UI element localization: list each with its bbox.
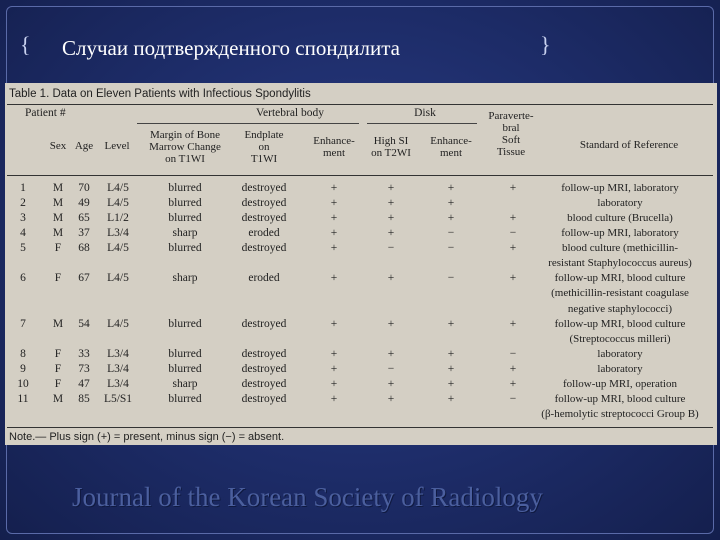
cell-disk-enh: −: [447, 242, 455, 254]
cell-endplate: eroded: [248, 272, 280, 284]
cell-sex: M: [52, 212, 64, 224]
cell-disk-si: −: [387, 363, 395, 375]
header-paravertebral: Paraverte- bral Soft Tissue: [488, 110, 534, 158]
cell-no: 1: [20, 182, 26, 194]
header-standard-reference: Standard of Reference: [579, 139, 679, 151]
cell-age: 70: [78, 182, 90, 194]
cell-margin: sharp: [172, 272, 198, 284]
cell-endplate: destroyed: [241, 363, 287, 375]
cell-age: 68: [78, 242, 90, 254]
cell-soft: +: [509, 272, 517, 284]
cell-disk-enh: −: [447, 227, 455, 239]
cell-age: 73: [78, 363, 90, 375]
cell-no: 4: [20, 227, 26, 239]
cell-no: 9: [20, 363, 26, 375]
cell-reference: [527, 392, 713, 423]
cell-reference: [527, 317, 713, 348]
cell-endplate: destroyed: [241, 378, 287, 390]
reference-line: (β-hemolytic streptococci Group B): [541, 408, 699, 421]
cell-disk-si: +: [387, 272, 395, 284]
cell-reference: [527, 362, 713, 377]
cell-soft: +: [509, 378, 517, 390]
header-endplate: Endplate on T1WI: [244, 129, 284, 165]
reference-line: negative staphylococci): [567, 302, 673, 315]
cell-sex: M: [52, 197, 64, 209]
cell-margin: blurred: [168, 197, 202, 209]
cell-level: L4/5: [107, 318, 129, 330]
cell-no: 3: [20, 212, 26, 224]
cell-disk-enh: +: [447, 182, 455, 194]
cell-soft: −: [509, 227, 517, 239]
cell-level: L4/5: [107, 197, 129, 209]
cell-level: L4/5: [107, 242, 129, 254]
cell-no: 10: [17, 378, 29, 390]
disk-rule: [367, 123, 477, 124]
header-disk: Disk: [414, 107, 436, 119]
cell-sex: M: [52, 182, 64, 194]
cell-margin: blurred: [168, 393, 202, 405]
cell-vb-enh: +: [330, 242, 338, 254]
table-note: Note.— Plus sign (+) = present, minus sign (−) = absent.: [9, 431, 285, 443]
cell-disk-si: +: [387, 378, 395, 390]
header-age: Age: [74, 140, 94, 152]
cell-reference: [527, 211, 713, 226]
cell-disk-si: +: [387, 197, 395, 209]
cell-level: L3/4: [107, 227, 129, 239]
cell-level: L3/4: [107, 378, 129, 390]
cell-level: L3/4: [107, 363, 129, 375]
cell-level: L1/2: [107, 212, 129, 224]
cell-age: 54: [78, 318, 90, 330]
cell-soft: −: [509, 393, 517, 405]
vertebral-rule: [137, 123, 359, 124]
cell-vb-enh: +: [330, 378, 338, 390]
reference-line: follow-up MRI, laboratory: [561, 182, 679, 194]
cell-age: 85: [78, 393, 90, 405]
rule-bottom: [7, 427, 713, 428]
cell-disk-si: +: [387, 393, 395, 405]
cell-vb-enh: +: [330, 182, 338, 194]
reference-line: follow-up MRI, operation: [563, 378, 677, 390]
cell-sex: M: [52, 393, 64, 405]
table-caption: Table 1. Data on Eleven Patients with Infectious Spondylitis: [9, 88, 311, 100]
reference-line: follow-up MRI, laboratory: [561, 227, 679, 239]
cell-margin: blurred: [168, 363, 202, 375]
header-sex: Sex: [49, 140, 67, 152]
reference-line: follow-up MRI, blood culture: [554, 318, 686, 330]
cell-level: L5/S1: [103, 393, 133, 405]
header-margin: Margin of Bone Marrow Change on T1WI: [149, 129, 221, 165]
cell-margin: blurred: [168, 242, 202, 254]
cell-vb-enh: +: [330, 363, 338, 375]
cell-vb-enh: +: [330, 227, 338, 239]
reference-line: blood culture (methicillin-: [561, 242, 679, 254]
cell-endplate: destroyed: [241, 348, 287, 360]
cell-reference: [527, 271, 713, 317]
cell-sex: F: [54, 272, 62, 284]
cell-margin: sharp: [172, 378, 198, 390]
cell-endplate: destroyed: [241, 318, 287, 330]
cell-disk-enh: −: [447, 272, 455, 284]
rule-header: [7, 175, 713, 176]
cell-sex: F: [54, 348, 62, 360]
cell-disk-si: −: [387, 242, 395, 254]
cell-vb-enh: +: [330, 318, 338, 330]
cell-endplate: eroded: [248, 227, 280, 239]
cell-no: 7: [20, 318, 26, 330]
cell-age: 67: [78, 272, 90, 284]
cell-vb-enh: +: [330, 348, 338, 360]
cell-no: 2: [20, 197, 26, 209]
reference-line: blood culture (Brucella): [567, 212, 673, 224]
cell-vb-enh: +: [330, 212, 338, 224]
right-brace: }: [540, 32, 551, 57]
reference-line: resistant Staphylococcus aureus): [548, 257, 692, 270]
cell-disk-enh: +: [447, 318, 455, 330]
journal-footer: Journal of the Korean Society of Radiology: [72, 482, 543, 512]
reference-line: laboratory: [597, 348, 643, 360]
cell-margin: blurred: [168, 348, 202, 360]
reference-line: (methicillin-resistant coagulase: [551, 287, 689, 300]
cell-age: 65: [78, 212, 90, 224]
cell-sex: M: [52, 318, 64, 330]
cell-endplate: destroyed: [241, 182, 287, 194]
cell-disk-si: +: [387, 182, 395, 194]
reference-line: laboratory: [597, 197, 643, 209]
cell-soft: +: [509, 363, 517, 375]
rule-top: [7, 104, 713, 105]
cell-disk-si: +: [387, 318, 395, 330]
cell-vb-enh: +: [330, 272, 338, 284]
cell-reference: [527, 377, 713, 392]
cell-reference: [527, 181, 713, 196]
cell-disk-enh: +: [447, 212, 455, 224]
cell-sex: F: [54, 363, 62, 375]
header-vertebral-body: Vertebral body: [255, 107, 325, 119]
cell-level: L4/5: [107, 182, 129, 194]
cell-soft: +: [509, 182, 517, 194]
cell-sex: F: [54, 378, 62, 390]
cell-level: L4/5: [107, 272, 129, 284]
cell-age: 33: [78, 348, 90, 360]
table-image: [5, 83, 717, 445]
cell-endplate: destroyed: [241, 242, 287, 254]
cell-age: 37: [78, 227, 90, 239]
cell-reference: [527, 196, 713, 211]
cell-age: 47: [78, 378, 90, 390]
cell-age: 49: [78, 197, 90, 209]
cell-soft: +: [509, 212, 517, 224]
cell-no: 5: [20, 242, 26, 254]
cell-sex: F: [54, 242, 62, 254]
header-disk-enhancement: Enhance- ment: [430, 135, 472, 159]
reference-line: follow-up MRI, blood culture: [554, 393, 686, 405]
cell-endplate: destroyed: [241, 197, 287, 209]
cell-disk-enh: +: [447, 348, 455, 360]
cell-vb-enh: +: [330, 393, 338, 405]
cell-margin: blurred: [168, 318, 202, 330]
cell-reference: [527, 226, 713, 241]
reference-line: laboratory: [597, 363, 643, 375]
slide-title: Случаи подтвержденного спондилита: [62, 36, 400, 60]
cell-disk-enh: +: [447, 393, 455, 405]
header-patient: Patient #: [25, 107, 66, 119]
cell-level: L3/4: [107, 348, 129, 360]
cell-sex: M: [52, 227, 64, 239]
cell-margin: blurred: [168, 182, 202, 194]
cell-no: 11: [17, 393, 29, 405]
cell-disk-enh: +: [447, 197, 455, 209]
cell-soft: +: [509, 318, 517, 330]
cell-no: 8: [20, 348, 26, 360]
cell-disk-si: +: [387, 212, 395, 224]
cell-reference: [527, 347, 713, 362]
cell-no: 6: [20, 272, 26, 284]
header-high-si: High SI on T2WI: [371, 135, 411, 159]
header-level: Level: [104, 140, 130, 152]
cell-disk-si: +: [387, 227, 395, 239]
cell-soft: −: [509, 348, 517, 360]
cell-disk-si: +: [387, 348, 395, 360]
cell-disk-enh: +: [447, 363, 455, 375]
cell-reference: [527, 241, 713, 272]
cell-disk-enh: +: [447, 378, 455, 390]
cell-soft: +: [509, 242, 517, 254]
cell-endplate: destroyed: [241, 212, 287, 224]
reference-line: (Streptococcus milleri): [569, 333, 671, 346]
cell-endplate: destroyed: [241, 393, 287, 405]
cell-margin: sharp: [172, 227, 198, 239]
cell-margin: blurred: [168, 212, 202, 224]
cell-vb-enh: +: [330, 197, 338, 209]
reference-line: follow-up MRI, blood culture: [554, 272, 686, 284]
left-brace: {: [20, 32, 31, 57]
header-vb-enhancement: Enhance- ment: [313, 135, 355, 159]
